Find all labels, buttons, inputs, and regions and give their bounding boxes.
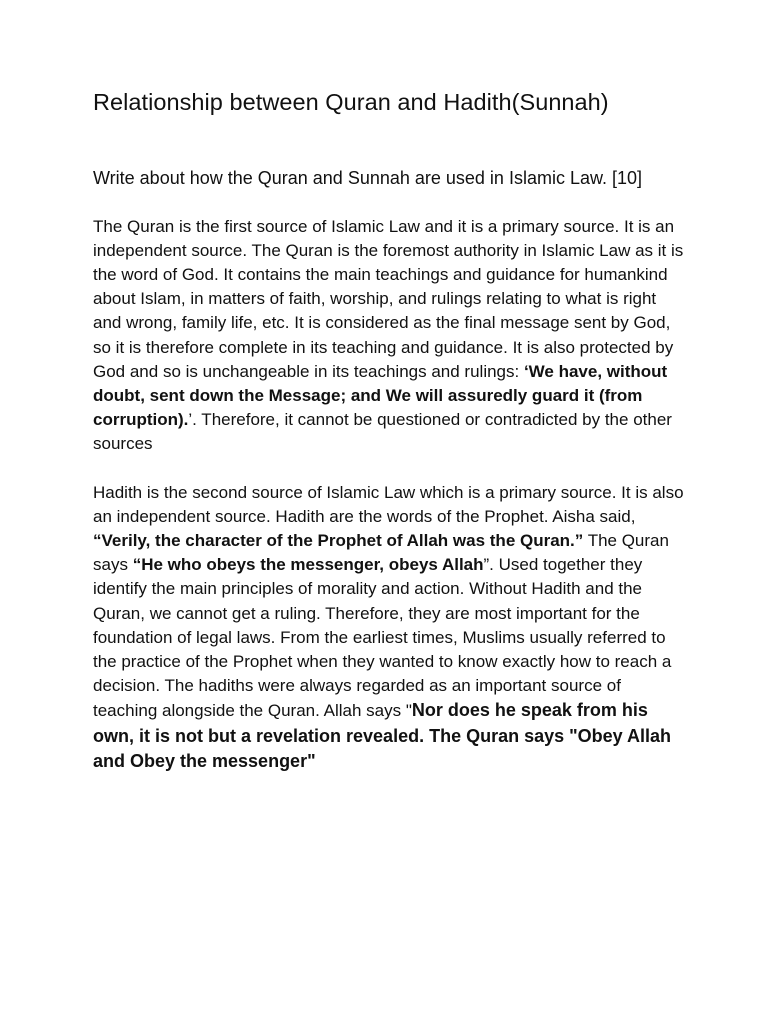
aisha-quote: “Verily, the character of the Prophet of Allah was the Quran.” xyxy=(93,530,584,550)
paragraph-hadith-text-3: ”. Used together they identify the main principles of morality and action. Without Hadith and the Quran, we cannot get a ruling. Therefore, they are most important for the foundation of legal laws. From the earliest times, Muslims usually referred to the practice of the Prophet when they wanted to know exactly how to reach a decision. The hadiths were always regarded as an important source of teaching alongside the Quran. Allah says " xyxy=(93,555,672,721)
paragraph-hadith xyxy=(93,481,685,774)
paragraph-quran-text-1: The Quran is the first source of Islamic Law and it is a primary source. It is an independent source. The Quran is the foremost authority in Islamic Law as it is the word of God. It contains the main teachings and guidance for humankind about Islam, in matters of faith, worship, and rulings relating to what is right and wrong, family life, etc. It is considered as the final message sent by God, so it is therefore complete in its teaching and guidance. It is also protected by God and so is unchangeable in its teachings and rulings: xyxy=(93,216,684,381)
paragraph-hadith-text-2: The Quran says xyxy=(93,530,669,575)
document-title: Relationship between Quran and Hadith(Sunnah) xyxy=(93,89,609,115)
paragraph-quran-text-2: ’. Therefore, it cannot be questioned or contradicted by the other sources xyxy=(93,410,672,454)
paragraph-quran xyxy=(93,215,685,457)
document-page xyxy=(93,84,685,774)
obey-messenger-quote: “He who obeys the messenger, obeys Allah xyxy=(132,555,484,575)
quran-quote-guard: ‘We have, without doubt, sent down the Message; and We will assuredly guard it (from corruption). xyxy=(93,361,668,430)
revelation-quote: Nor does he speak from his own, it is not but a revelation revealed. The Quran says "Obey Allah and Obey the messenger" xyxy=(93,700,672,771)
paragraph-hadith-text-1: Hadith is the second source of Islamic Law which is a primary source. It is also an independent source. Hadith are the words of the Prophet. Aisha said, xyxy=(93,482,684,526)
question-text: Write about how the Quran and Sunnah are used in Islamic Law. [10] xyxy=(93,168,642,188)
